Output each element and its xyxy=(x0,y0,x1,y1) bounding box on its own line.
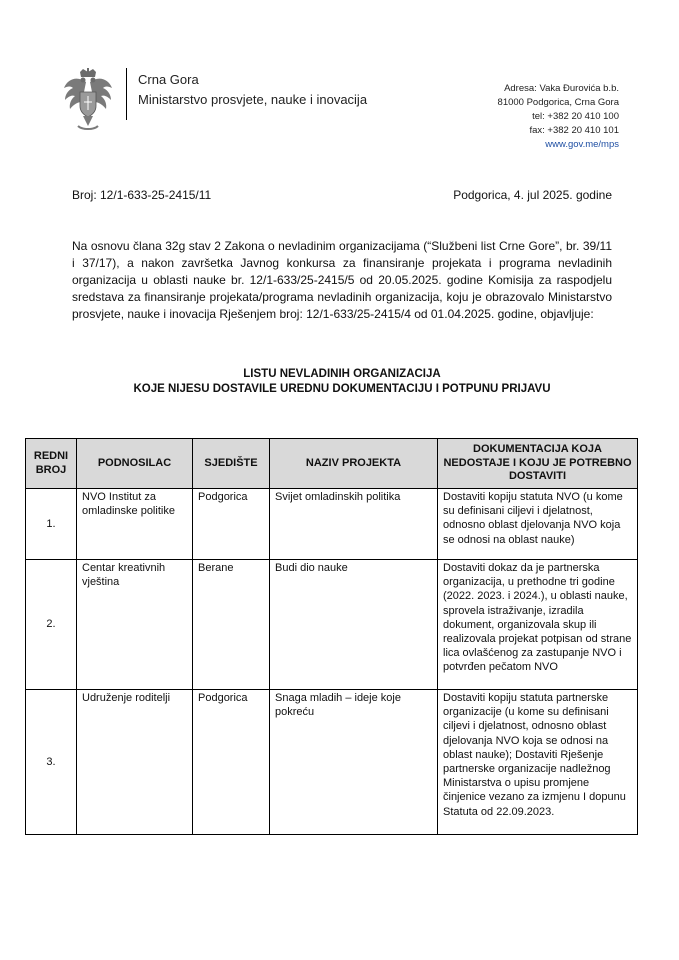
table-row xyxy=(26,690,638,835)
reference-line xyxy=(72,188,612,202)
contact-address: Adresa: Vaka Đurovića b.b. xyxy=(504,83,619,94)
coat-of-arms-icon xyxy=(62,68,114,134)
contact-tel: tel: +382 20 410 100 xyxy=(532,111,619,122)
header-docs: DOKUMENTACIJA KOJA NEDOSTAJE I KOJU JE POTREBNO DOSTAVITI xyxy=(438,439,638,489)
row-project: Svijet omladinskih politika xyxy=(270,489,438,560)
row-seat: Podgorica xyxy=(193,690,270,835)
contact-block xyxy=(498,82,619,152)
reference-number: Broj: 12/1-633-25-2415/11 xyxy=(72,188,212,202)
letterhead-divider xyxy=(126,68,127,120)
table-header-row xyxy=(26,439,638,489)
org-ministry: Ministarstvo prosvjete, nauke i inovacija xyxy=(138,92,368,107)
document-title xyxy=(72,367,612,397)
row-docs: Dostaviti kopiju statuta NVO (u kome su definisani ciljevi i djelatnost, odnosno oblast djelovanja NVO koja se odnosi na oblast nauke) xyxy=(438,489,638,560)
organization-name xyxy=(138,70,367,110)
row-project: Budi dio nauke xyxy=(270,560,438,690)
row-docs: Dostaviti dokaz da je partnerska organizacija, u prethodne tri godine (2022. 2023. i 2024.), u oblasti nauke, sprovela istraživanje, izradila dokument, organizovala skup ili realizovala projekat potpisan od strane lica ovlašćenog za zastupanje NVO i potvrđen pečatom NVO xyxy=(438,560,638,690)
header-project: NAZIV PROJEKTA xyxy=(270,439,438,489)
title-line-2: KOJE NIJESU DOSTAVILE UREDNU DOKUMENTACIJU I POTPUNU PRIJAVU xyxy=(133,383,551,395)
row-num: 1. xyxy=(26,489,77,560)
organizations-table xyxy=(25,438,638,835)
org-country: Crna Gora xyxy=(138,72,199,87)
title-line-1: LISTU NEVLADINIH ORGANIZACIJA xyxy=(243,368,441,380)
header-num: REDNI BROJ xyxy=(26,439,77,489)
intro-paragraph: Na osnovu člana 32g stav 2 Zakona o nevladinim organizacijama (“Službeni list Crne Gore”, br. 39/11 i 37/17), a nakon završetka Javnog konkursa za finansiranje projekata i programa nevladinih organizacija u oblasti nauke br. 12/1-633/25-2415/5 od 20.05.2025. godine Komisija za raspodjelu sredstava za finansiranje projekata/programa nevladinih organizacija, koju je obrazovalo Ministarstvo prosvjete, nauke i inovacija Rješenjem broj: 12/1-633/25-2415/4 od 01.04.2025. godine, objavljuje: xyxy=(72,239,612,321)
place-date: Podgorica, 4. jul 2025. godine xyxy=(453,188,612,202)
row-seat: Berane xyxy=(193,560,270,690)
row-num: 3. xyxy=(26,690,77,835)
contact-website-link[interactable]: www.gov.me/mps xyxy=(545,139,619,150)
table-row xyxy=(26,489,638,560)
table-row xyxy=(26,560,638,690)
row-docs: Dostaviti kopiju statuta partnerske organizacije (u kome su definisani ciljevi i djelatnost, odnosno oblast djelovanja NVO koja se odnosi na oblast nauke); Dostaviti Rješenje partnerske organizacije nadležnog Ministarstva o upisu promjene činjenice vezano za izmjenu I dopunu Statuta od 22.09.2023. xyxy=(438,690,638,835)
row-seat: Podgorica xyxy=(193,489,270,560)
contact-city: 81000 Podgorica, Crna Gora xyxy=(497,97,619,108)
header-seat: SJEDIŠTE xyxy=(193,439,270,489)
row-project: Snaga mladih – ideje koje pokreću xyxy=(270,690,438,835)
row-applicant: NVO Institut za omladinske politike xyxy=(77,489,193,560)
letterhead xyxy=(62,66,619,150)
row-applicant: Udruženje roditelji xyxy=(77,690,193,835)
row-applicant: Centar kreativnih vještina xyxy=(77,560,193,690)
header-applicant: PODNOSILAC xyxy=(77,439,193,489)
row-num: 2. xyxy=(26,560,77,690)
contact-fax: fax: +382 20 410 101 xyxy=(529,125,619,136)
